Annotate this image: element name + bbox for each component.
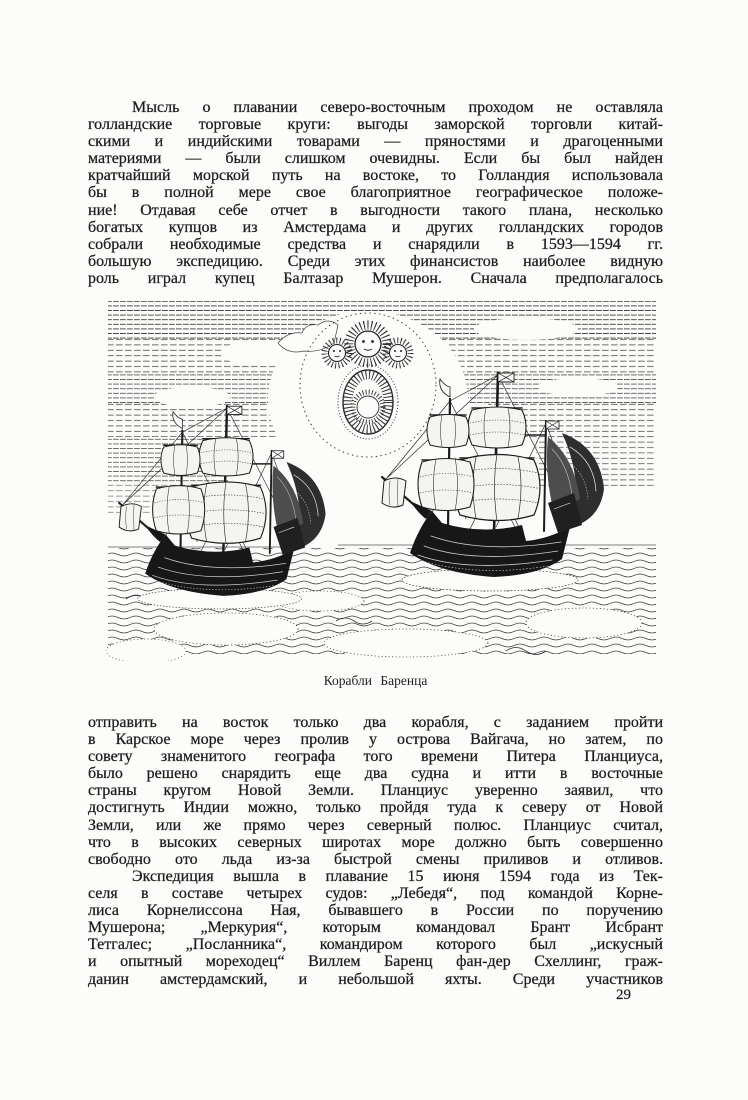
text-line: Экспедиция вышла в плавание 15 июня 1594 года из Тек- bbox=[132, 868, 663, 885]
figure-caption: Корабли Баренца bbox=[323, 673, 428, 688]
text-line: лиса Корнелиссона Ная, бывавшего в России по поручению bbox=[88, 902, 663, 920]
text-line: селя в составе четырех судов: „Лебедя“, под командой Корне- bbox=[88, 885, 663, 903]
page-number: 29 bbox=[616, 987, 631, 1003]
text-line: данин амстердамский, и небольшой яхты. Среди участников bbox=[88, 970, 663, 988]
text-line: собрали необходимые средства и снарядили в 1593—1594 гг. bbox=[88, 235, 663, 253]
text-line: свободно ото льда из-за быстрой смены приливов и отливов. bbox=[88, 850, 663, 868]
paragraph-1 bbox=[88, 99, 663, 287]
text-line: отправить на восток только два корабля, с заданием пройти bbox=[88, 714, 663, 731]
ships-engraving-svg bbox=[106, 299, 658, 661]
text-line: и опытный мореходец“ Виллем Баренц фан-дер Схеллинг, граж- bbox=[88, 953, 663, 971]
text-line: богатых купцов из Амстердама и других голландских городов bbox=[88, 218, 663, 236]
text-line: Мысль о плавании северо-восточным проходом не оставляла bbox=[132, 99, 663, 116]
text-line: материями — были слишком очевидны. Если бы был найден bbox=[88, 150, 663, 168]
text-line: достигнуть Индии можно, только пройдя туда к северу от Новой bbox=[88, 799, 663, 817]
figure-barents-ships bbox=[106, 299, 658, 661]
text-line: голландские торговые круги: выгоды заморской торговли китай- bbox=[88, 116, 663, 134]
text-line: большую экспедицию. Среди этих финансистов наиболее видную bbox=[88, 252, 663, 270]
text-line: было решено снарядить еще два судна и итти в восточные bbox=[88, 765, 663, 783]
paragraph-2 bbox=[88, 714, 663, 868]
text-line: страны кругом Новой Земли. Планциус уверенно заявил, что bbox=[88, 782, 663, 800]
text-line: Мушерона; „Меркурия“, которым командовал Брант Исбрант bbox=[88, 919, 663, 937]
paragraph-3 bbox=[88, 868, 663, 988]
text-line: скими и индийскими товарами — пряностями и драгоценными bbox=[88, 133, 663, 151]
text-line: кратчайший морской путь на востоке, то Голландия использовала bbox=[88, 167, 663, 185]
text-line: что в высоких северных широтах море должно быть совершенно bbox=[88, 833, 663, 851]
text-line: роль играл купец Балтазар Мушерон. Сначала предполагалось bbox=[88, 269, 663, 287]
text-line: бы в полной мере свое благоприятное географическое положе- bbox=[88, 184, 663, 202]
text-line: Земли, или же прямо через северный полюс. Планциус считал, bbox=[88, 816, 663, 834]
text-line: ние! Отдавая себе отчет в выгодности такого плана, несколько bbox=[88, 201, 663, 219]
text-line: Тетгалес; „Посланника“, командиром которого был „искусный bbox=[88, 936, 663, 954]
text-line: в Карское море через пролив у острова Вайгача, но затем, по bbox=[88, 731, 663, 749]
text-line: совету знаменитого географа того времени Питера Планциуса, bbox=[88, 748, 663, 766]
